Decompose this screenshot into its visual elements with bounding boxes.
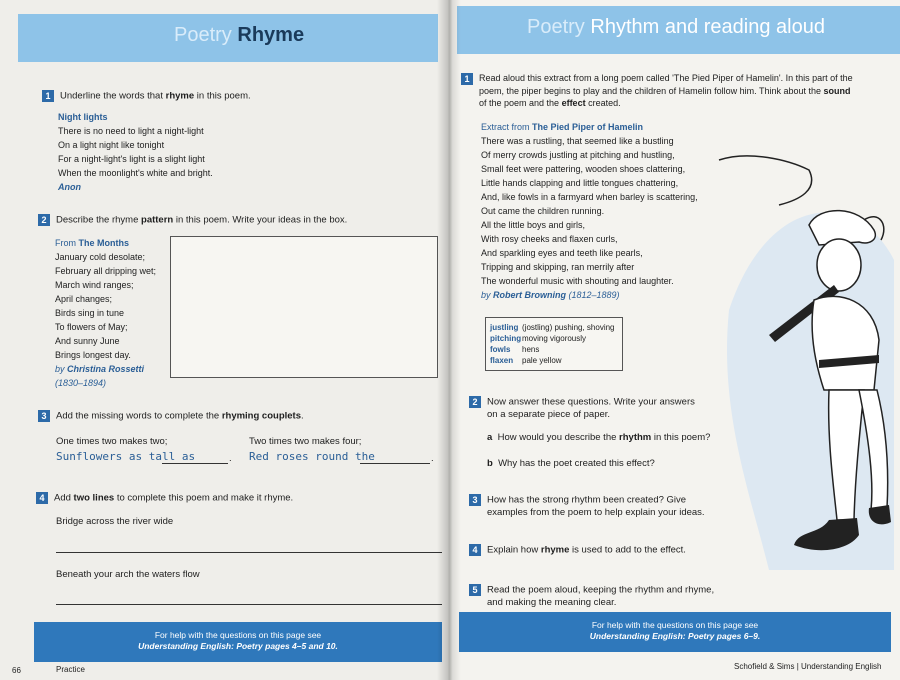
right-q2-prompt: 2 Now answer these questions. Write your answers on a separate piece of paper. <box>469 396 695 421</box>
poem-heading: From The Months <box>55 238 129 248</box>
right-q3-prompt: 3 How has the strong rhythm been created? Give examples from the poem to help explain your ideas. <box>469 494 705 519</box>
q2a: a How would you describe the rhythm in this poem? <box>487 432 711 443</box>
couplet-1-blank[interactable] <box>162 463 228 464</box>
poem-line: Little hands clapping and little tongues chattering, <box>481 178 679 188</box>
right-title-banner <box>457 6 900 54</box>
left-q1-prompt: 1 Underline the words that rhyme in this poem. <box>42 90 251 103</box>
poem-line: January cold desolate; <box>55 252 146 262</box>
poem-line: All the little boys and girls, <box>481 220 586 230</box>
poem-line: Tripping and skipping, ran merrily after <box>481 262 635 272</box>
glossary-row: flaxen pale yellow <box>490 356 562 365</box>
poem-author: by Robert Browning (1812–1889) <box>481 290 620 300</box>
q2b: b Why has the poet created this effect? <box>487 458 655 469</box>
q3-number-badge: 3 <box>38 410 50 422</box>
couplet-1-line-1: One times two makes two; <box>56 436 168 447</box>
q2-number-badge: 2 <box>38 214 50 226</box>
poem-night-lights <box>58 110 213 194</box>
poem-line: Brings longest day. <box>55 350 131 360</box>
left-page <box>0 0 449 680</box>
left-q3-prompt: 3 Add the missing words to complete the rhyming couplets. <box>38 410 304 423</box>
poem-pied-piper <box>481 120 698 302</box>
right-q5-prompt: 5 Read the poem aloud, keeping the rhythm and rhyme, and making the meaning clear. <box>469 584 714 609</box>
poem-line: And, like fowls in a farmyard when barley is scattering, <box>481 192 698 202</box>
q1-number-badge: 1 <box>461 73 473 85</box>
pied-piper-illustration <box>709 150 894 570</box>
poem-dates: (1830–1894) <box>55 378 107 388</box>
left-q4-prompt: 4 Add two lines to complete this poem and make it rhyme. <box>36 492 293 505</box>
poem-title: Night lights <box>58 112 108 122</box>
poem-author: by Christina Rossetti <box>55 364 145 374</box>
glossary-box <box>485 317 623 371</box>
page-number: 66 <box>12 666 21 675</box>
poem-line: When the moonlight's white and bright. <box>58 168 213 178</box>
left-title-banner <box>18 14 438 62</box>
q5-number-badge: 5 <box>469 584 481 596</box>
rhyme-pattern-answer-box[interactable] <box>170 236 438 378</box>
left-page-title: Poetry Rhyme <box>174 24 305 46</box>
glossary-row: justling (jostling) pushing, shoving <box>490 323 615 332</box>
poem-line: And sparkling eyes and teeth like pearls, <box>481 248 643 258</box>
right-page-title: Poetry Rhythm and reading aloud <box>527 16 825 38</box>
poem-line: With rosy cheeks and flaxen curls, <box>481 234 618 244</box>
right-footer: Schofield & Sims | Understanding English <box>734 662 882 671</box>
glossary-row: fowls hens <box>490 345 540 354</box>
music-swirl-line <box>719 156 812 205</box>
poem-line: For a night-light's light is a slight light <box>58 154 205 164</box>
book-spine-shadow <box>437 0 461 680</box>
poem-line: April changes; <box>55 294 113 304</box>
poem-author: Anon <box>58 182 81 192</box>
poem-heading: Extract from The Pied Piper of Hamelin <box>481 122 644 132</box>
poem-line: And sunny June <box>55 336 120 346</box>
poem-line: Out came the children running. <box>481 206 605 216</box>
blank-dot: . <box>229 453 232 464</box>
poem-line: Small feet were pattering, wooden shoes clattering, <box>481 164 686 174</box>
left-footer: Practice <box>56 665 85 674</box>
poem-line: The wonderful music with shouting and laughter. <box>481 276 674 286</box>
couplet-2-line-1: Two times two makes four; <box>249 436 362 447</box>
poem-line: March wind ranges; <box>55 280 134 290</box>
q3-number-badge: 3 <box>469 494 481 506</box>
head-icon <box>817 239 861 291</box>
poem-line: There was a rustling, that seemed like a bustling <box>481 136 674 146</box>
couplet-2-line-2: Red roses round the <box>249 450 375 463</box>
q4-answer-line-1[interactable] <box>56 552 442 553</box>
q4-poem-line-1: Bridge across the river wide <box>56 516 174 527</box>
right-q4-prompt: 4 Explain how rhyme is used to add to the effect. <box>469 544 686 557</box>
poem-line: To flowers of May; <box>55 322 128 332</box>
poem-line: Of merry crowds justling at pitching and hustling, <box>481 150 675 160</box>
left-help-bar: For help with the questions on this page see Understanding English: Poetry pages 4–5 and 10. <box>34 622 442 662</box>
right-help-bar: For help with the questions on this page see Understanding English: Poetry pages 6–9. <box>459 612 891 652</box>
q4-number-badge: 4 <box>36 492 48 504</box>
poem-line: Birds sing in tune <box>55 308 125 318</box>
poem-line: There is no need to light a night-light <box>58 126 204 136</box>
couplet-1-line-2: Sunflowers as tall as <box>56 450 196 463</box>
poem-line: On a light night like tonight <box>58 140 165 150</box>
left-q2-prompt: 2 Describe the rhyme pattern in this poem. Write your ideas in the box. <box>38 214 347 227</box>
poem-line: February all dripping wet; <box>55 266 157 276</box>
right-q1-prompt: 1 Read aloud this extract from a long poem called 'The Pied Piper of Hamelin'. In this part of the poem, the piper begins to play and the children of Hamelin follow him. Think about the sound of the poem and the effect created. <box>461 72 853 109</box>
q4-answer-line-2[interactable] <box>56 604 442 605</box>
q4-poem-line-2: Beneath your arch the waters flow <box>56 569 200 580</box>
glossary-row: pitchingmoving vigorously <box>490 334 587 343</box>
q2-number-badge: 2 <box>469 396 481 408</box>
q4-number-badge: 4 <box>469 544 481 556</box>
q1-number-badge: 1 <box>42 90 54 102</box>
right-page <box>449 0 900 680</box>
poem-the-months <box>55 236 156 390</box>
blank-dot: . <box>431 453 434 464</box>
couplet-2-blank[interactable] <box>360 463 430 464</box>
